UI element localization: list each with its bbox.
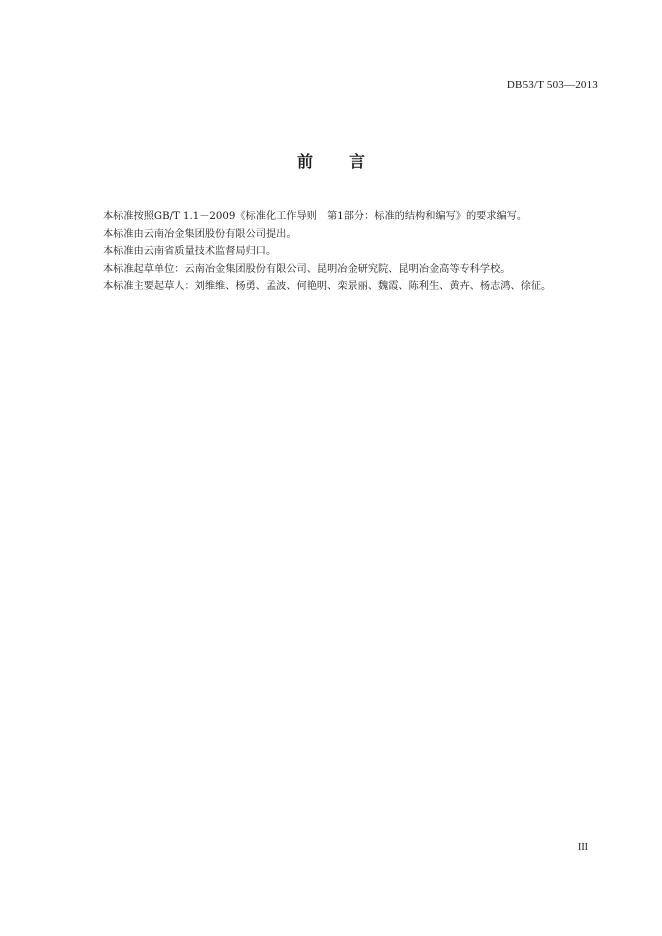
title-char-2: 言	[349, 152, 366, 171]
paragraph-administrator: 本标准由云南省质量技术监督局归口。	[103, 246, 277, 257]
title-char-1: 前	[296, 152, 313, 171]
paragraph-drafting-rules: 本标准按照GB/T 1.1－2009《标准化工作导则 第1部分：标准的结构和编写》的要求编写。	[103, 211, 528, 222]
paragraph-proposer: 本标准由云南冶金集团股份有限公司提出。	[103, 228, 297, 240]
page-number: III	[578, 842, 588, 853]
page-title	[0, 149, 662, 172]
document-code: DB53/T 503—2013	[506, 79, 598, 91]
paragraph-drafting-units: 本标准起草单位：云南冶金集团股份有限公司、昆明冶金研究院、昆明冶金高等专科学校。	[103, 263, 511, 275]
paragraph-drafters: 本标准主要起草人：刘维维、杨勇、孟波、何艳明、栾景丽、魏霞、陈利生、黄卉、杨志鸿、徐征。	[103, 281, 552, 292]
foreword-body	[103, 208, 603, 296]
